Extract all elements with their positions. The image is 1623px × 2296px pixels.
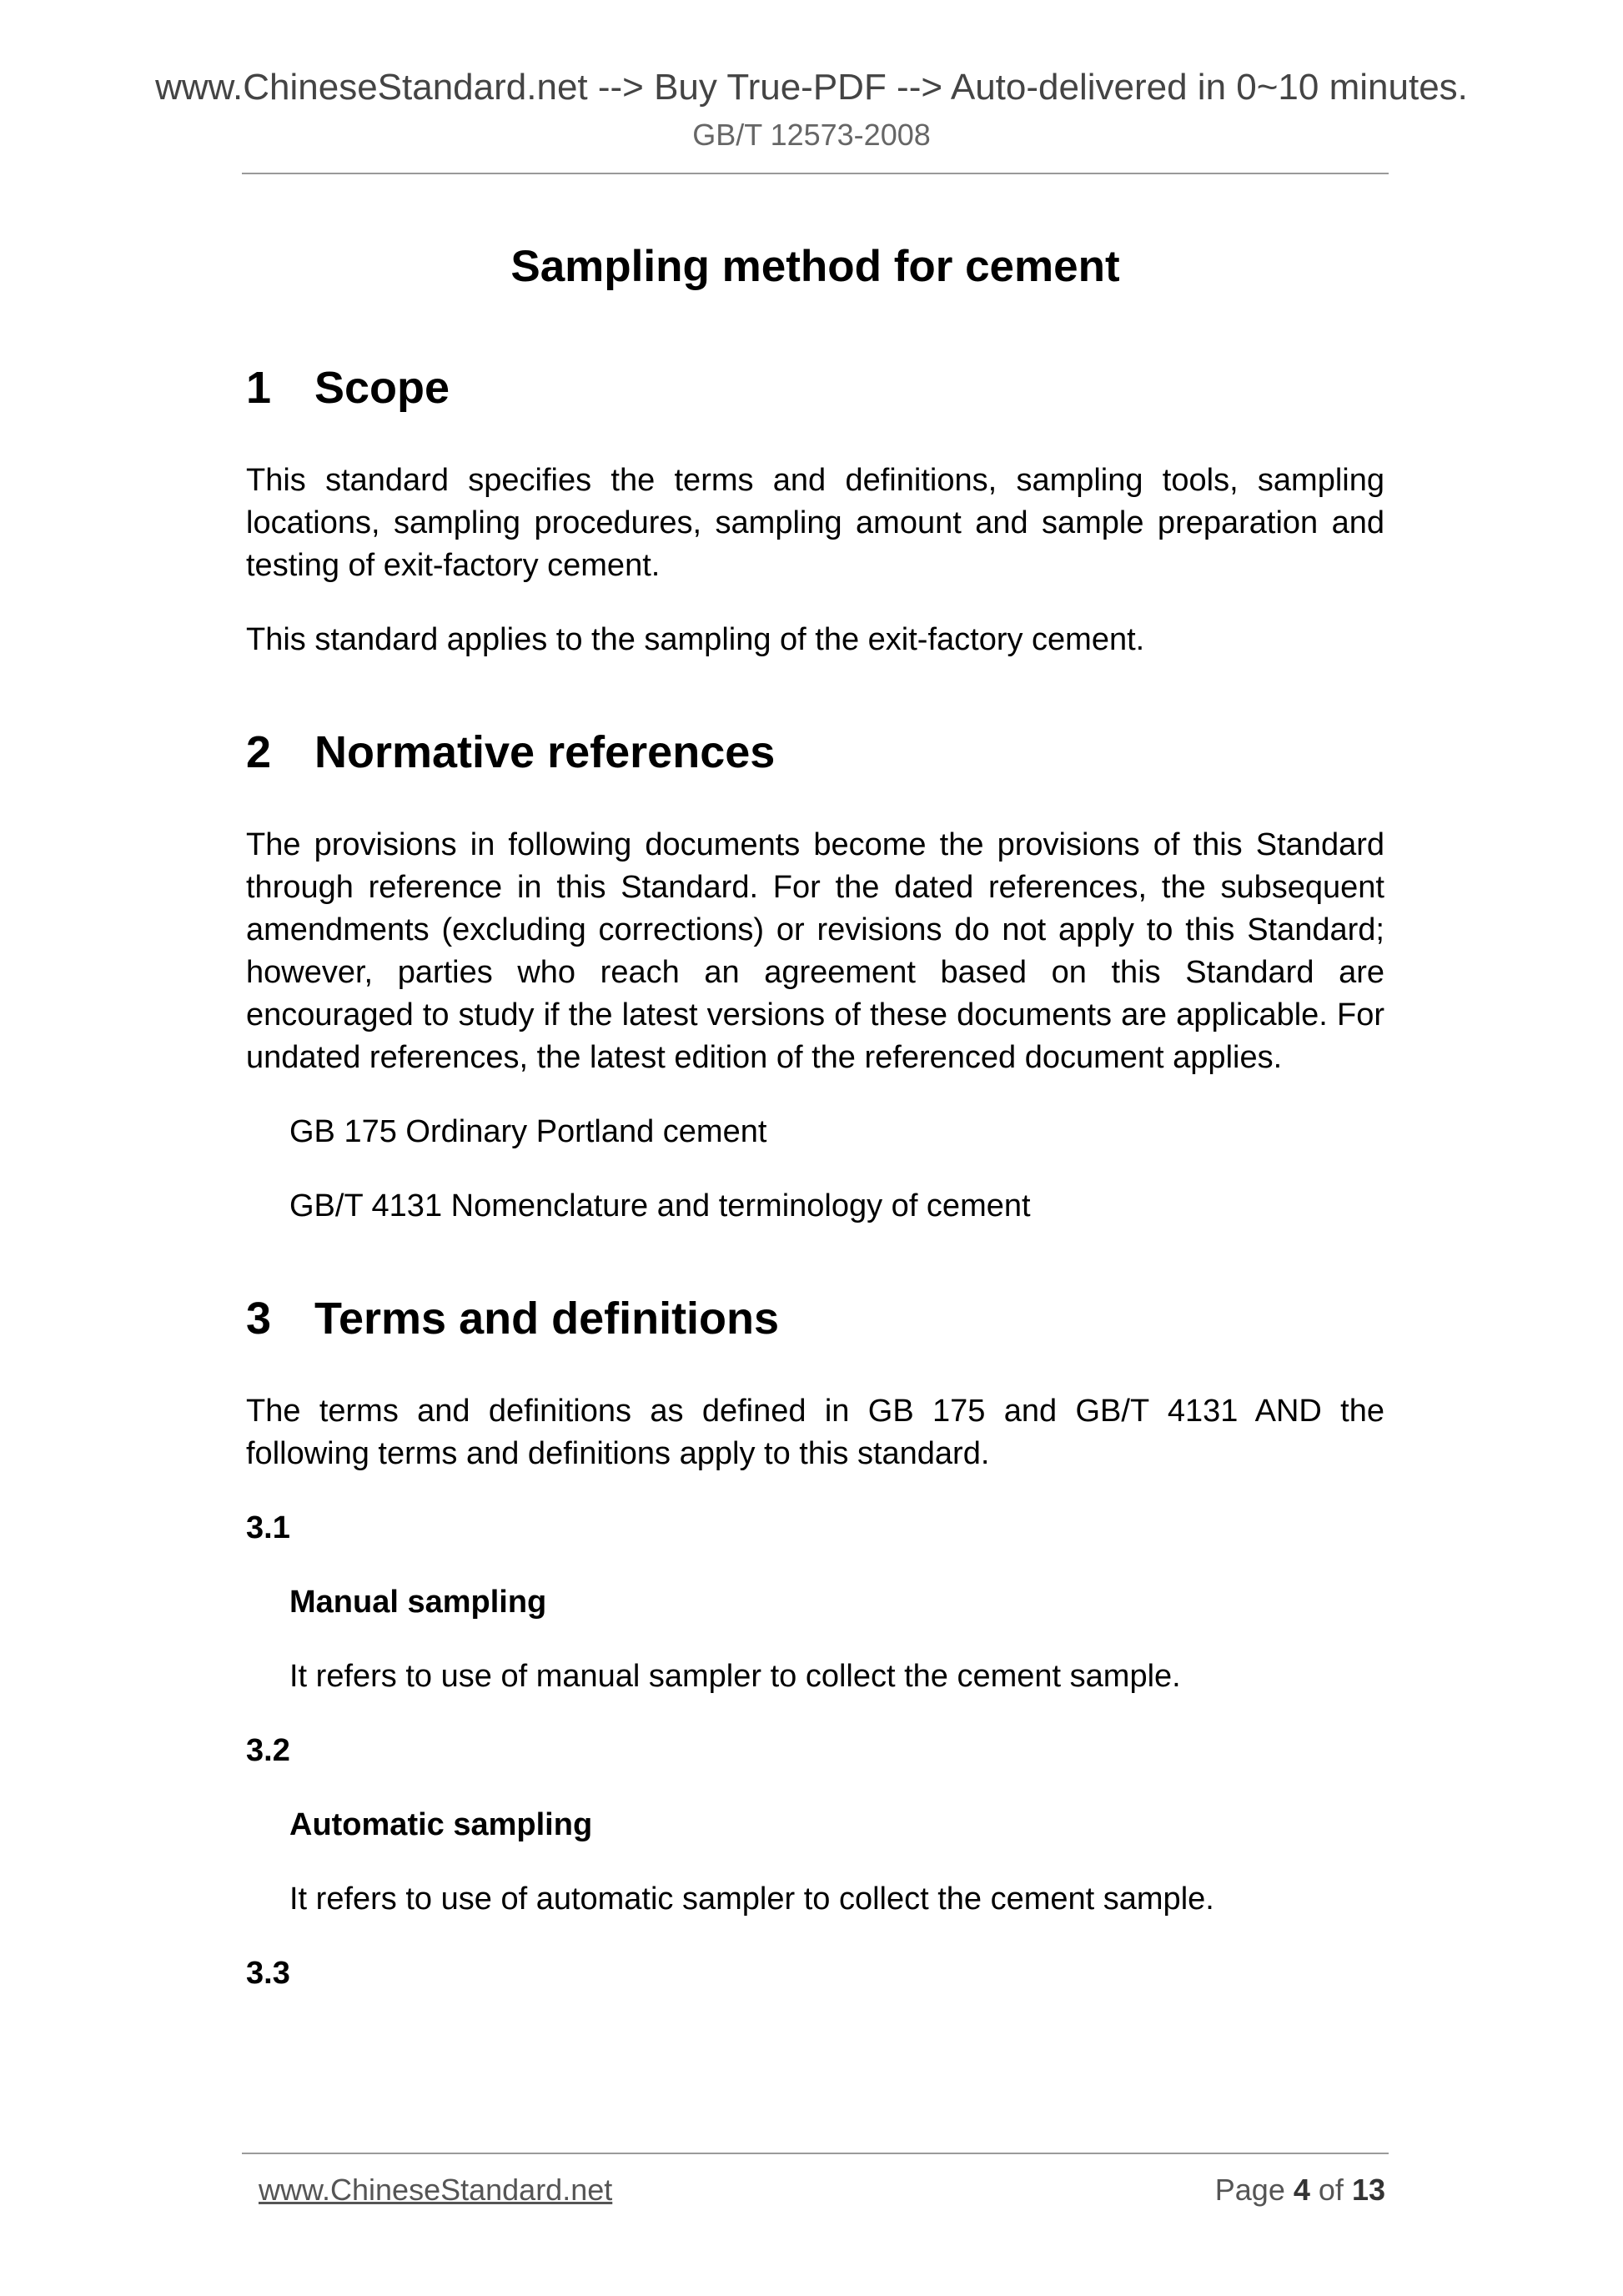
section-title: Terms and definitions bbox=[314, 1294, 780, 1344]
scope-paragraph-2: This standard applies to the sampling of the exit-factory cement. bbox=[246, 622, 1145, 657]
scope-paragraph-1: This standard specifies the terms and definitions, sampling tools, sampling locations, sampling procedures, sampling amount and sample preparation and testing of exit-factory cement. bbox=[246, 463, 1384, 583]
page-indicator bbox=[1215, 2172, 1385, 2208]
reference-gb-175: GB 175 Ordinary Portland cement bbox=[289, 1114, 767, 1149]
section-heading-normative-references bbox=[246, 726, 1384, 779]
section-title: Normative references bbox=[314, 727, 776, 777]
header-banner: www.ChineseStandard.net --> Buy True-PDF --> Auto-delivered in 0~10 minutes. bbox=[155, 67, 1468, 108]
section-number: 2 bbox=[246, 727, 272, 777]
section-number: 3 bbox=[246, 1294, 272, 1344]
term-name-automatic-sampling: Automatic sampling bbox=[289, 1807, 593, 1842]
section-heading-terms-definitions bbox=[246, 1292, 1384, 1345]
term-definition-manual-sampling: It refers to use of manual sampler to collect the cement sample. bbox=[289, 1659, 1181, 1694]
terms-paragraph: The terms and definitions as defined in GB 175 and GB/T 4131 AND the following terms and definitions apply to this standard. bbox=[246, 1394, 1384, 1471]
section-heading-scope bbox=[246, 361, 1384, 414]
term-definition-automatic-sampling: It refers to use of automatic sampler to collect the cement sample. bbox=[289, 1882, 1214, 1917]
header-doc-code: GB/T 12573-2008 bbox=[692, 118, 931, 152]
section-title: Scope bbox=[314, 363, 450, 413]
footer-divider bbox=[242, 2153, 1389, 2154]
page-prefix: Page bbox=[1214, 2173, 1285, 2207]
page-of: of bbox=[1318, 2173, 1344, 2207]
section-number: 1 bbox=[246, 363, 272, 413]
document-title: Sampling method for cement bbox=[510, 242, 1120, 291]
term-number-3-2: 3.2 bbox=[246, 1733, 290, 1768]
term-number-3-3: 3.3 bbox=[246, 1956, 290, 1991]
page-current: 4 bbox=[1293, 2173, 1310, 2207]
footer-site-link[interactable]: www.ChineseStandard.net bbox=[259, 2173, 613, 2207]
term-number-3-1: 3.1 bbox=[246, 1510, 290, 1545]
term-name-manual-sampling: Manual sampling bbox=[289, 1585, 547, 1620]
reference-gbt-4131: GB/T 4131 Nomenclature and terminology of cement bbox=[289, 1188, 1031, 1223]
page-content bbox=[246, 234, 1384, 1995]
header-divider bbox=[242, 173, 1389, 174]
normative-paragraph: The provisions in following documents become the provisions of this Standard through reference in this Standard. For the dated references, the subsequent amendments (excluding corrections) or revisions do not apply to this Standard; however, parties who reach an agreement based on this Standard are encouraged to study if the latest versions of these documents are applicable. For undated references, the latest edition of the referenced document applies. bbox=[246, 827, 1384, 1075]
page-total: 13 bbox=[1351, 2173, 1385, 2207]
